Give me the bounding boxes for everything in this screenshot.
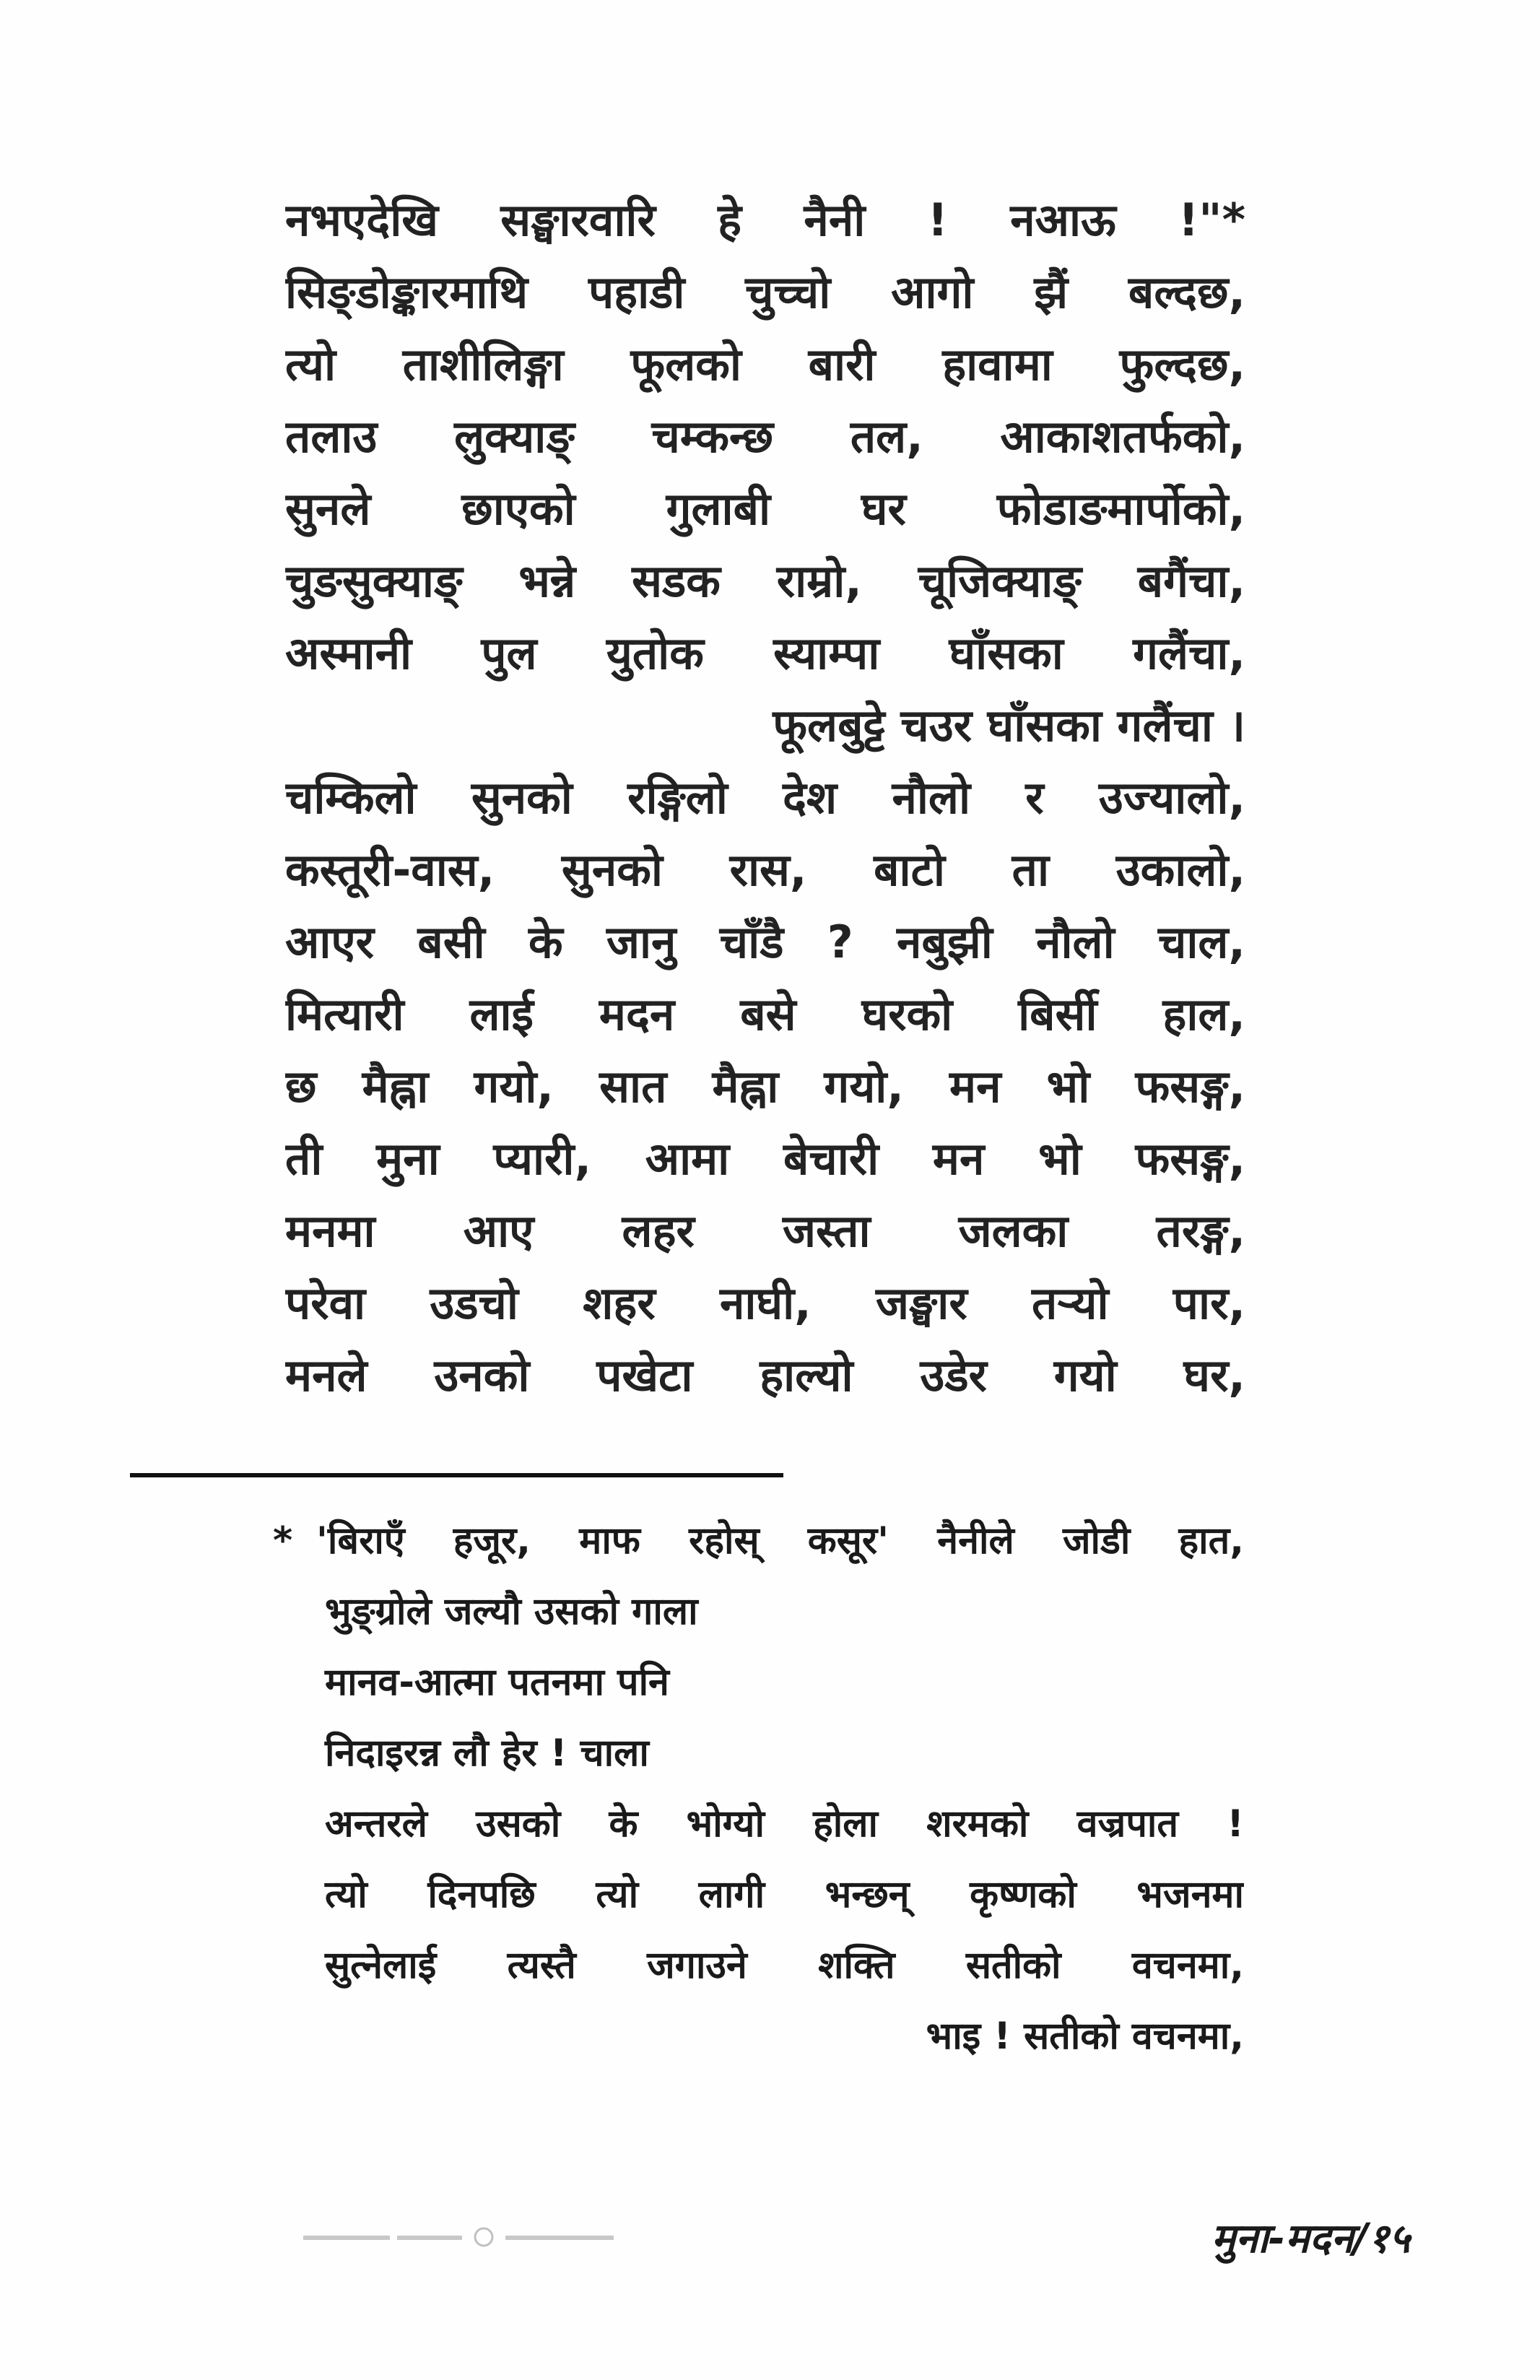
poem-line: तलाउ लुक्याङ् चम्कन्छ तल, आकाशतर्फको, [285,410,1245,463]
poem-line: सिङ्डोङ्कारमाथि पहाडी चुच्चो आगो झैं बल्दछ, [285,266,1245,318]
poem-line: अस्मानी पुल युतोक स्याम्पा घाँसका गलैंचा, [285,627,1245,679]
footnote-divider [130,1473,783,1477]
poem-line: आएर बसी के जानु चाँडै ? नबुझी नौलो चाल, [285,916,1245,968]
footnote-marker: * [273,1519,293,1563]
poem-line: चुङसुक्याङ् भन्ने सडक राम्रो, चूजिक्याङ् बगैंचा, [285,555,1245,607]
poem-line: मनले उनको पखेटा हाल्यो उडेर गयो घर, [285,1349,1245,1402]
footnote-line: अन्तरले उसको के भोग्यो होला शरमको वज्रपात ! [325,1802,1244,1846]
footnote-line: भुङ्ग्रोले जल्यौ उसको गाला [325,1590,698,1633]
poem-line: त्यो ताशीलिङ्गा फूलको बारी हावामा फुल्दछ, [285,338,1245,391]
stamp-mark-icon [303,2224,635,2253]
footnote-text: 'बिराएँ हजूर, माफ रहोस् कसूर' नैनीले जोडी हात, [316,1519,1244,1563]
poem-line: मित्यारी लाई मदन बसे घरको बिर्सी हाल, [285,988,1245,1041]
poem-line: कस्तूरी-वास, सुनको रास, बाटो ता उकालो, [285,843,1245,896]
poem-line: फूलबुट्टे चउर घाँसका गलैंचा । [773,699,1245,752]
footnote-line: मानव-आत्मा पतनमा पनि [325,1661,669,1704]
poem-line: सुनले छाएको गुलाबी घर फोडाङमार्पोको, [285,482,1245,535]
poem-block [285,184,1245,1412]
poem-line: मनमा आए लहर जस्ता जलका तरङ्ग, [285,1204,1245,1257]
poem-line: ती मुना प्यारी, आमा बेचारी मन भो फसङ्ग, [285,1132,1245,1185]
page-number-label: मुना-मदन/१५ [1211,2215,1410,2262]
footnote-block [273,1506,1244,2072]
footnote-line: सुत्नेलाई त्यस्तै जगाउने शक्ति सतीको वचनमा, [325,1944,1244,1987]
footnote-line: भाइ ! सतीको वचनमा, [926,2015,1244,2058]
footnote-line: त्यो दिनपछि त्यो लागी भन्छन् कृष्णको भजनमा [325,1873,1244,1916]
faint-library-stamp [303,2224,635,2257]
page-footer [0,2210,1540,2267]
footnote-line: निदाइरन्न लौ हेर ! चाला [325,1732,649,1775]
footnote-line [273,1506,1244,1576]
poem-line: परेवा उडचो शहर नाघी, जङ्घार तऱ्यो पार, [285,1277,1245,1329]
poem-line: नभएदेखि सङ्घारवारि हे नैनी ! नआऊ !"* [285,194,1245,246]
poem-line: चम्किलो सुनको रङ्गिलो देश नौलो र उज्यालो, [285,771,1245,824]
poem-line: छ मैह्ना गयो, सात मैह्ना गयो, मन भो फसङ्ग, [285,1060,1245,1113]
